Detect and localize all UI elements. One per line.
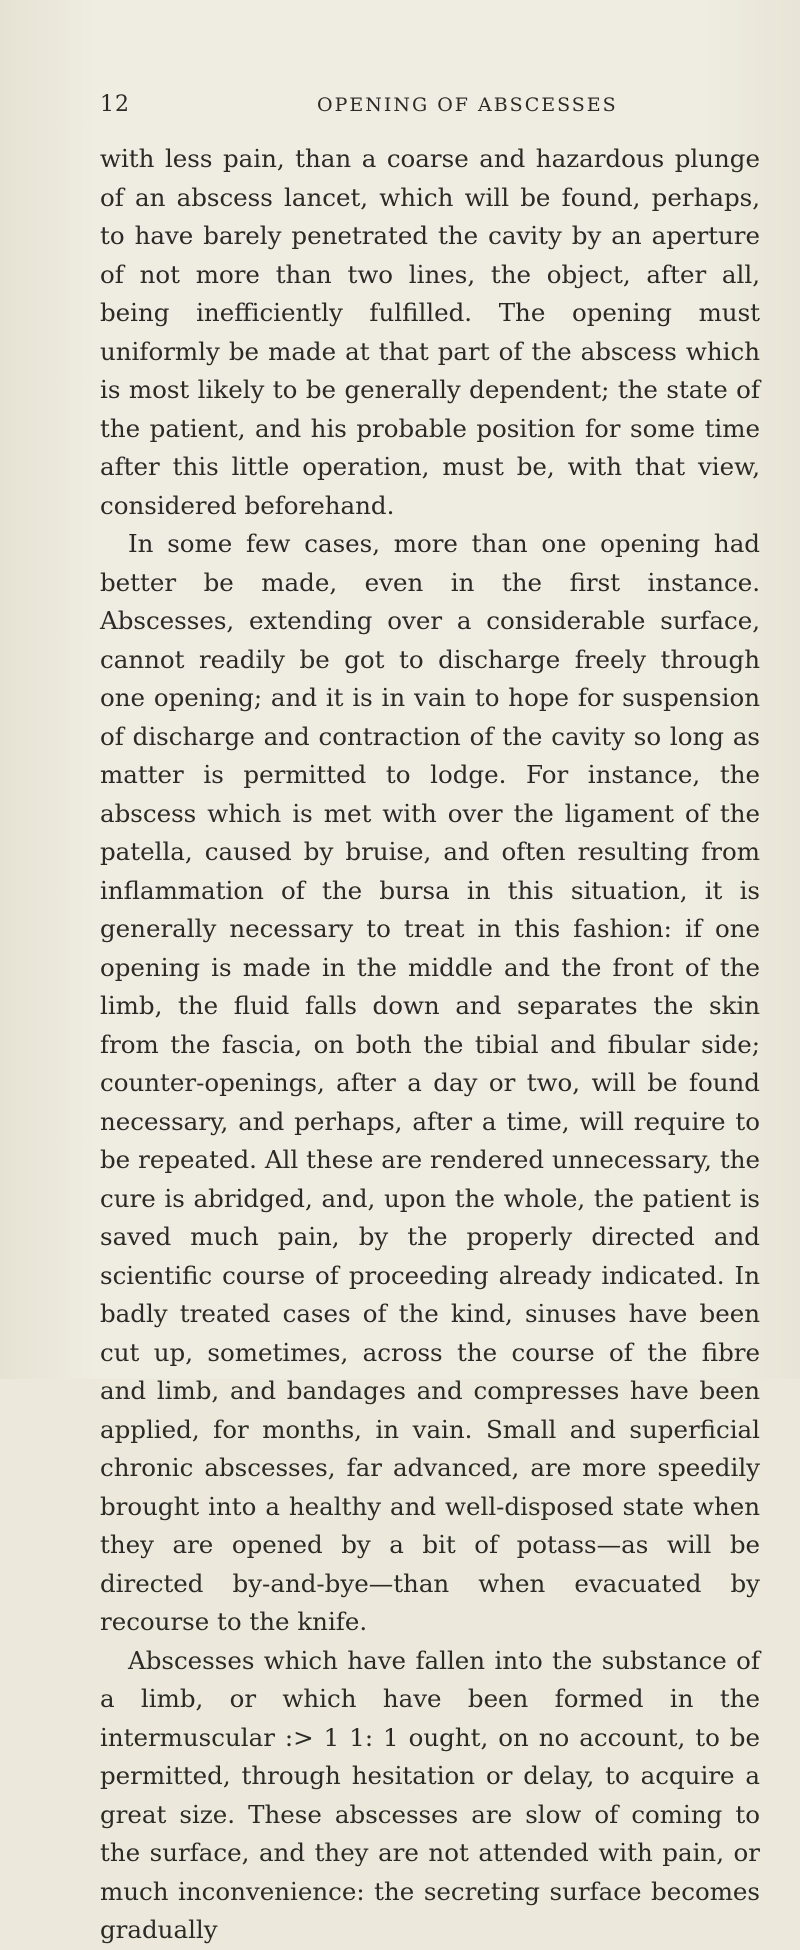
body-text [100, 140, 760, 1950]
paragraph: Abscesses which have fallen into the substance of a limb, or which have been formed in the intermuscular :> 1 1: 1 ought, on no account, to be permitted, through hesitation or delay, to acquire a great size. These abscesses are slow of coming to the surface, and they are not attended with pain, or much inconvenience: the secreting surface becomes gradually [100, 1645, 760, 1944]
paragraph: with less pain, than a coarse and hazardous plunge of an abscess lancet, which will be found, perhaps, to have barely penetrated the cavity by an aperture of not more than two lines, the object, after all, being inefficiently fulfilled. The opening must uniformly be made at that part of the abscess which is most likely to be generally dependent; the state of the patient, and his probable position for some time after this little operation, must be, with that view, considered beforehand. [100, 144, 760, 520]
paragraph: In some few cases, more than one opening had better be made, even in the first instance. Abscesses, extending over a considerable surface, cannot readily be got to discharge freely through one opening; and it is in vain to hope for suspension of discharge and contraction of the cavity so long as matter is permitted to lodge. For instance, the abscess which is met with over the ligament of the patella, caused by bruise, and often resulting from inflammation of the bursa in this situation, it is generally necessary to treat in this fashion: if one opening is made in the middle and the front of the limb, the fluid falls down and separates the skin from the fascia, on both the tibial and fibular side; counter-openings, after a day or two, will be found necessary, and perhaps, after a time, will require to be repeated. All these are rendered unnecessary, the cure is abridged, and, upon the whole, the patient is saved much pain, by the properly directed and scientific course of proceeding already indicated. In badly treated cases of the kind, sinuses have been cut up, sometimes, across the course of the fibre and limb, and bandages and compresses have been applied, for months, in vain. Small and superficial chronic abscesses, far advanced, are more speedily brought into a healthy and well-disposed state when they are opened by a bit of potass—as will be directed by-and-bye—than when evacuated by recourse to the knife. [100, 529, 760, 1636]
running-head: OPENING OF ABSCESSES [317, 94, 618, 116]
page-header [100, 92, 760, 122]
page-number: 12 [100, 92, 130, 117]
